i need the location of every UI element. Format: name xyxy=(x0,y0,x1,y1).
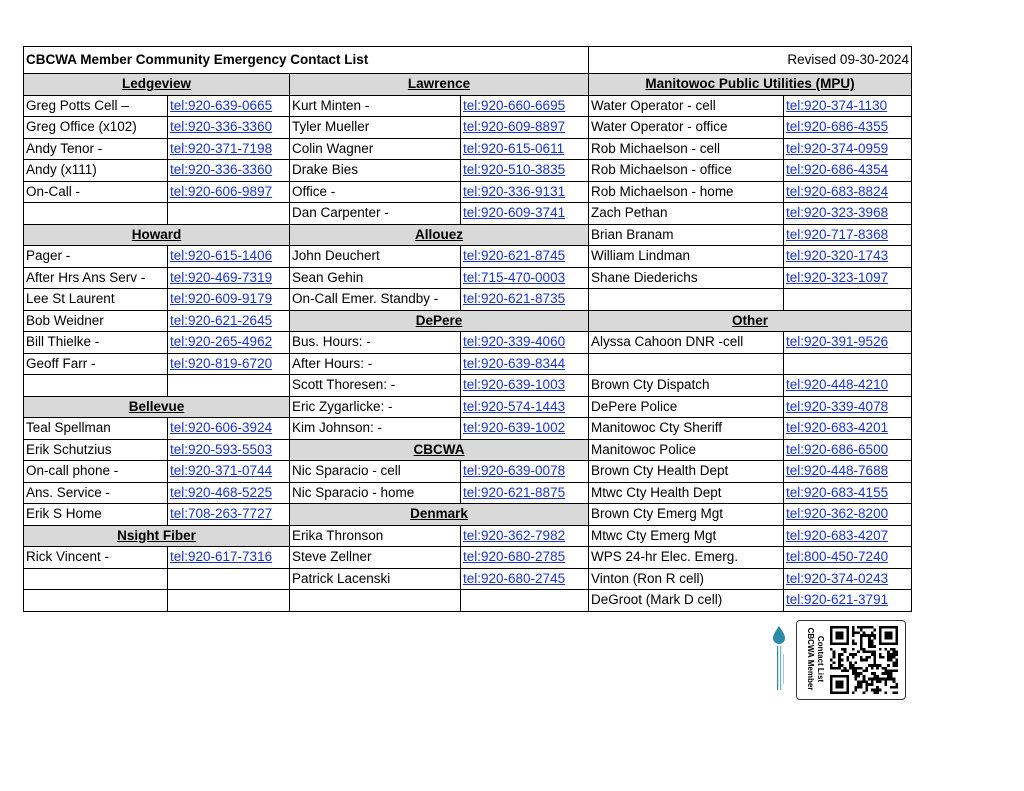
phone-link[interactable]: tel:920-617-7316 xyxy=(170,549,273,565)
phone-link[interactable]: tel:920-336-9131 xyxy=(463,183,566,199)
contact-name: Colin Wagner xyxy=(290,138,461,160)
section-header-ledgeview: Ledgeview xyxy=(24,74,290,96)
contact-name: After Hours: - xyxy=(290,353,461,375)
phone-link[interactable]: tel:920-686-6500 xyxy=(786,441,889,457)
contact-name: Steve Zellner xyxy=(290,547,461,569)
phone-link[interactable]: tel:920-686-4354 xyxy=(786,162,889,178)
contact-name: Shane Diederichs xyxy=(589,267,784,289)
phone-link[interactable]: tel:920-621-8735 xyxy=(463,291,566,307)
contact-name: Geoff Farr - xyxy=(24,353,168,375)
contact-name: Pager - xyxy=(24,246,168,268)
contact-name: Greg Office (x102) xyxy=(24,117,168,139)
empty-cell xyxy=(290,590,461,612)
phone-link[interactable]: tel:920-639-0665 xyxy=(170,97,273,113)
contact-name: Zach Pethan xyxy=(589,203,784,225)
contact-name: Erik Schutzius xyxy=(24,439,168,461)
phone-link[interactable]: tel:920-639-1002 xyxy=(463,420,566,436)
section-header-mpu: Manitowoc Public Utilities (MPU) xyxy=(589,74,912,96)
section-header-allouez: Allouez xyxy=(290,224,589,246)
phone-link[interactable]: tel:920-448-7688 xyxy=(786,463,889,479)
contact-name: Mtwc Cty Emerg Mgt xyxy=(589,525,784,547)
phone-link[interactable]: tel:920-574-1443 xyxy=(463,398,566,414)
contact-name: Andy Tenor - xyxy=(24,138,168,160)
contact-name: Brown Cty Emerg Mgt xyxy=(589,504,784,526)
empty-cell xyxy=(784,353,912,375)
qr-block xyxy=(768,620,906,700)
contact-name: Greg Potts Cell – xyxy=(24,95,168,117)
phone-link[interactable]: tel:920-621-8745 xyxy=(463,248,566,264)
phone-link[interactable]: tel:920-374-0959 xyxy=(786,140,889,156)
contact-name: Dan Carpenter - xyxy=(290,203,461,225)
phone-link[interactable]: tel:708-263-7727 xyxy=(170,506,273,522)
revised-date: Revised 09-30-2024 xyxy=(589,47,912,74)
phone-link[interactable]: tel:920-468-5225 xyxy=(170,484,273,500)
contact-name: Erika Thronson xyxy=(290,525,461,547)
contact-name: WPS 24-hr Elec. Emerg. xyxy=(589,547,784,569)
qr-label-line2: Contact List xyxy=(816,635,825,683)
contact-name: Bob Weidner xyxy=(24,310,168,332)
section-header-nsight: Nsight Fiber xyxy=(24,525,290,547)
empty-cell xyxy=(168,590,290,612)
contact-name: Scott Thoresen: - xyxy=(290,375,461,397)
phone-link[interactable]: tel:920-606-3924 xyxy=(170,420,273,436)
contact-name: Water Operator - cell xyxy=(589,95,784,117)
contact-name: Bus. Hours: - xyxy=(290,332,461,354)
contact-name: Sean Gehin xyxy=(290,267,461,289)
phone-link[interactable]: tel:715-470-0003 xyxy=(463,269,566,285)
empty-cell xyxy=(24,375,168,397)
contact-name: On-call phone - xyxy=(24,461,168,483)
phone-link[interactable]: tel:920-609-3741 xyxy=(463,205,566,221)
contact-name: Water Operator - office xyxy=(589,117,784,139)
phone-link[interactable]: tel:920-609-8897 xyxy=(463,119,566,135)
phone-link[interactable]: tel:920-615-0611 xyxy=(463,140,565,156)
empty-cell xyxy=(24,568,168,590)
phone-link[interactable]: tel:920-686-4355 xyxy=(786,119,889,135)
phone-link[interactable]: tel:920-448-4210 xyxy=(786,377,889,393)
contact-name: Manitowoc Cty Sheriff xyxy=(589,418,784,440)
section-header-bellevue: Bellevue xyxy=(24,396,290,418)
phone-link[interactable]: tel:920-265-4962 xyxy=(170,334,273,350)
contact-name: Teal Spellman xyxy=(24,418,168,440)
contact-name: Kurt Minten - xyxy=(290,95,461,117)
contact-name: Manitowoc Police xyxy=(589,439,784,461)
qr-label-line1: CBCWA Member xyxy=(806,627,815,691)
contact-name: Rob Michaelson - office xyxy=(589,160,784,182)
contact-name: Patrick Lacenski xyxy=(290,568,461,590)
section-header-cbcwa: CBCWA xyxy=(290,439,589,461)
section-header-other: Other xyxy=(589,310,912,332)
contact-name: Erik S Home xyxy=(24,504,168,526)
phone-link[interactable]: tel:920-371-7198 xyxy=(170,140,273,156)
contact-name: Alyssa Cahoon DNR -cell xyxy=(589,332,784,354)
contact-name: Office - xyxy=(290,181,461,203)
phone-link[interactable]: tel:920-323-3968 xyxy=(786,205,889,221)
phone-link[interactable]: tel:920-469-7319 xyxy=(170,269,273,285)
phone-link[interactable]: tel:920-639-0078 xyxy=(463,463,566,479)
contact-name: Lee St Laurent xyxy=(24,289,168,311)
contact-name: Rob Michaelson - cell xyxy=(589,138,784,160)
phone-link[interactable]: tel:920-320-1743 xyxy=(786,248,889,264)
contact-name: Bill Thielke - xyxy=(24,332,168,354)
phone-link[interactable]: tel:920-391-9526 xyxy=(786,334,889,350)
contact-name: Ans. Service - xyxy=(24,482,168,504)
page-title: CBCWA Member Community Emergency Contact List xyxy=(24,47,589,74)
section-header-denmark: Denmark xyxy=(290,504,589,526)
contact-name: Brian Branam xyxy=(589,224,784,246)
phone-link[interactable]: tel:920-336-3360 xyxy=(170,162,273,178)
contact-name: Rob Michaelson - home xyxy=(589,181,784,203)
section-header-depere: DePere xyxy=(290,310,589,332)
contact-sheet xyxy=(23,46,911,612)
contact-name: After Hrs Ans Serv - xyxy=(24,267,168,289)
phone-link[interactable]: tel:920-683-4155 xyxy=(786,484,889,500)
phone-link[interactable]: tel:920-339-4078 xyxy=(786,398,889,414)
phone-link[interactable]: tel:920-609-9179 xyxy=(170,291,273,307)
phone-link[interactable]: tel:920-339-4060 xyxy=(463,334,566,350)
empty-cell xyxy=(24,590,168,612)
phone-link[interactable]: tel:920-639-8344 xyxy=(463,355,566,371)
contact-name: John Deuchert xyxy=(290,246,461,268)
qr-card-label xyxy=(799,623,827,695)
phone-link[interactable]: tel:920-371-0744 xyxy=(170,463,273,479)
empty-cell xyxy=(461,590,589,612)
contact-name: On-Call - xyxy=(24,181,168,203)
phone-link[interactable]: tel:920-615-1406 xyxy=(170,248,273,264)
contact-name: Drake Bies xyxy=(290,160,461,182)
contact-name: William Lindman xyxy=(589,246,784,268)
contact-name: Andy (x111) xyxy=(24,160,168,182)
contact-name: Vinton (Ron R cell) xyxy=(589,568,784,590)
contact-name: DeGroot (Mark D cell) xyxy=(589,590,784,612)
phone-link[interactable]: tel:920-362-7982 xyxy=(463,527,566,543)
section-header-howard: Howard xyxy=(24,224,290,246)
contact-name: On-Call Emer. Standby - xyxy=(290,289,461,311)
phone-link[interactable]: tel:920-336-3360 xyxy=(170,119,273,135)
phone-link[interactable]: tel:920-374-1130 xyxy=(786,97,888,113)
phone-link[interactable]: tel:920-362-8200 xyxy=(786,506,889,522)
phone-link[interactable]: tel:920-683-4201 xyxy=(786,420,889,436)
contact-name: Mtwc Cty Health Dept xyxy=(589,482,784,504)
contact-name: Eric Zygarlicke: - xyxy=(290,396,461,418)
phone-link[interactable]: tel:920-593-5503 xyxy=(170,441,273,457)
empty-cell xyxy=(784,289,912,311)
contact-name: Nic Sparacio - cell xyxy=(290,461,461,483)
phone-link[interactable]: tel:920-323-1097 xyxy=(786,269,889,285)
contact-name: Brown Cty Dispatch xyxy=(589,375,784,397)
empty-cell xyxy=(589,289,784,311)
qr-code-icon[interactable] xyxy=(830,626,898,694)
qr-card xyxy=(796,620,906,700)
phone-link[interactable]: tel:920-621-3791 xyxy=(786,592,889,608)
water-authority-logo-icon xyxy=(768,624,790,694)
empty-cell xyxy=(589,353,784,375)
empty-cell xyxy=(24,203,168,225)
phone-link[interactable]: tel:920-660-6695 xyxy=(463,97,566,113)
phone-link[interactable]: tel:800-450-7240 xyxy=(786,549,889,565)
phone-link[interactable]: tel:920-606-9897 xyxy=(170,183,273,199)
contact-name: Nic Sparacio - home xyxy=(290,482,461,504)
phone-link[interactable]: tel:920-621-8875 xyxy=(463,484,566,500)
contact-table xyxy=(23,46,912,612)
phone-link[interactable]: tel:920-510-3835 xyxy=(463,162,566,178)
phone-link[interactable]: tel:920-683-4207 xyxy=(786,527,889,543)
empty-cell xyxy=(168,203,290,225)
phone-link[interactable]: tel:920-819-6720 xyxy=(170,355,273,371)
contact-name: Tyler Mueller xyxy=(290,117,461,139)
phone-link[interactable]: tel:920-374-0243 xyxy=(786,570,889,586)
empty-cell xyxy=(168,568,290,590)
contact-name: DePere Police xyxy=(589,396,784,418)
contact-name: Rick Vincent - xyxy=(24,547,168,569)
phone-link[interactable]: tel:920-639-1003 xyxy=(463,377,566,393)
phone-link[interactable]: tel:920-717-8368 xyxy=(786,226,889,242)
phone-link[interactable]: tel:920-621-2645 xyxy=(170,312,273,328)
phone-link[interactable]: tel:920-680-2785 xyxy=(463,549,566,565)
phone-link[interactable]: tel:920-680-2745 xyxy=(463,570,566,586)
empty-cell xyxy=(168,375,290,397)
phone-link[interactable]: tel:920-683-8824 xyxy=(786,183,889,199)
contact-name: Brown Cty Health Dept xyxy=(589,461,784,483)
section-header-lawrence: Lawrence xyxy=(290,74,589,96)
contact-name: Kim Johnson: - xyxy=(290,418,461,440)
